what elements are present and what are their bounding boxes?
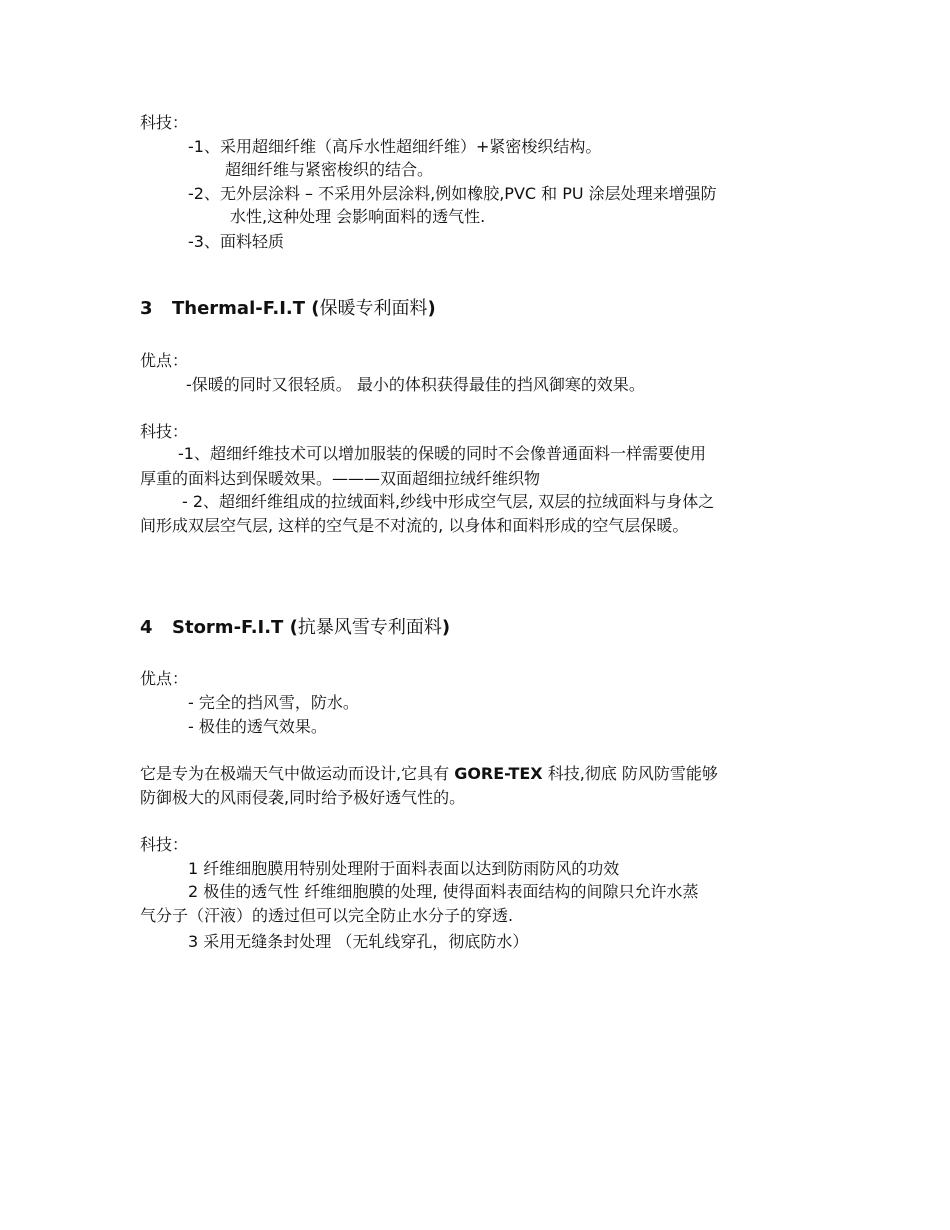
section-heading-storm: 4 Storm-F.I.T (抗暴风雪专利面料) xyxy=(140,617,451,638)
tech-item-1: 1 纤维细胞膜用特别处理附于面料表面以达到防雨防风的功效 xyxy=(188,859,620,878)
section-number: 3 xyxy=(140,298,153,319)
advantages-label: 优点： xyxy=(140,669,189,688)
section-subtitle: 抗暴风雪专利面料 xyxy=(297,617,442,638)
tech-item-3: -3、面料轻质 xyxy=(188,232,284,251)
tech-label: 科技： xyxy=(140,113,189,132)
tech-item-1-cont: 厚重的面料达到保暖效果。———双面超细拉绒纤维织物 xyxy=(140,469,541,488)
tech-item-1-cont: 超细纤维与紧密梭织的结合。 xyxy=(225,160,434,179)
section-subtitle: 保暖专利面料 xyxy=(319,298,428,319)
tech-label: 科技： xyxy=(140,835,189,854)
tech-item-2-cont: 气分子（汗液）的透过但可以完全防止水分子的穿透. xyxy=(140,906,514,925)
advantage-item-1: -保暖的同时又很轻质。 最小的体积获得最佳的挡风御寒的效果。 xyxy=(186,375,645,394)
description-line-2: 防御极大的风雨侵袭,同时给予极好透气性的。 xyxy=(140,788,466,807)
tech-item-2: 2 极佳的透气性 纤维细胞膜的处理, 使得面料表面结构的间隙只允许水蒸 xyxy=(188,882,699,901)
section-title: Thermal-F.I.T xyxy=(172,298,306,319)
tech-item-2-cont: 水性,这种处理 会影响面料的透气性. xyxy=(230,207,486,226)
section-number: 4 xyxy=(140,617,153,638)
brand-name: GORE-TEX xyxy=(454,764,543,783)
advantage-item-1: - 完全的挡风雪，防水。 xyxy=(188,693,359,712)
tech-item-2: - 2、超细纤维组成的拉绒面料,纱线中形成空气层, 双层的拉绒面料与身体之 xyxy=(182,492,715,511)
advantage-item-2: - 极佳的透气效果。 xyxy=(188,717,327,736)
description-line-1: 它是专为在极端天气中做运动而设计,它具有 GORE-TEX 科技,彻底 防风防雪能够 xyxy=(140,764,718,783)
tech-item-2: -2、无外层涂料 – 不采用外层涂料,例如橡胶,PVC 和 PU 涂层处理来增强防 xyxy=(188,184,717,203)
tech-item-2-cont: 间形成双层空气层, 这样的空气是不对流的, 以身体和面料形成的空气层保暖。 xyxy=(140,516,689,535)
tech-item-3: 3 采用无缝条封处理 （无轧线穿孔，彻底防水） xyxy=(188,932,529,951)
tech-label: 科技： xyxy=(140,422,189,441)
section-title: Storm-F.I.T xyxy=(172,617,284,638)
tech-item-1: -1、超细纤维技术可以增加服装的保暖的同时不会像普通面料一样需要使用 xyxy=(178,444,706,463)
advantages-label: 优点： xyxy=(140,351,189,370)
tech-item-1: -1、采用超细纤维（高斥水性超细纤维）+紧密梭织结构。 xyxy=(188,137,602,156)
section-heading-thermal: 3 Thermal-F.I.T (保暖专利面料) xyxy=(140,298,436,319)
